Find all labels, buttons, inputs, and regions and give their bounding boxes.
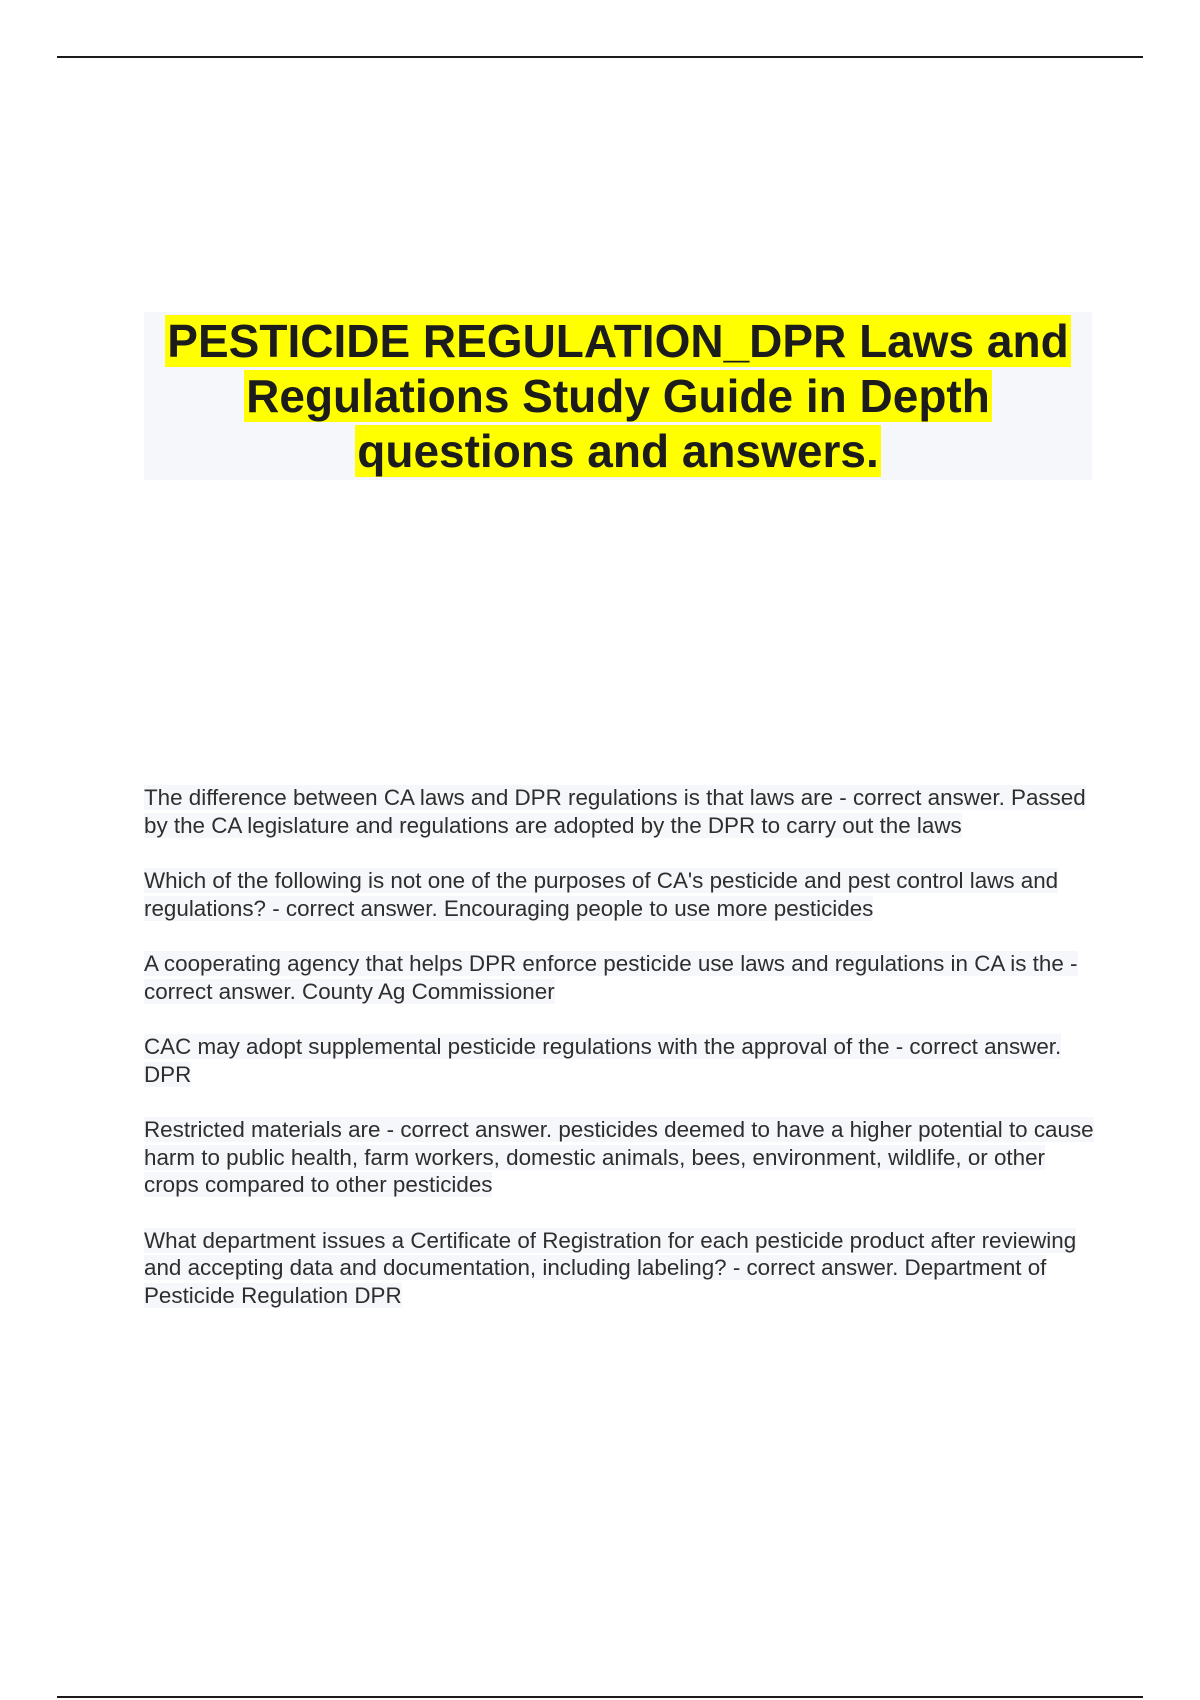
qa-item-1: [144, 784, 1094, 839]
qa-text: What department issues a Certificate of Registration for each pesticide product after reviewing and accepting data and documentation, including labeling? - correct answer. Department of Pesticide Regulation DPR: [144, 1227, 1077, 1308]
qa-item-4: [144, 1033, 1094, 1088]
title-line-1: PESTICIDE REGULATION_DPR Laws and: [167, 315, 1069, 367]
title-line-3: questions and answers.: [357, 425, 879, 477]
qa-text: CAC may adopt supplemental pesticide regulations with the approval of the - correct answer. DPR: [144, 1034, 1062, 1087]
title-line-2: Regulations Study Guide in Depth: [246, 370, 990, 422]
qa-text: Restricted materials are - correct answer. pesticides deemed to have a higher potential to cause harm to public health, farm workers, domestic animals, bees, environment, wildlife, or other crops compared to other pesticides: [144, 1117, 1094, 1197]
top-rule: [57, 56, 1143, 58]
title-block: [144, 312, 1092, 480]
qa-text: Which of the following is not one of the purposes of CA's pesticide and pest control laws and regulations? - correct answer. Encouraging people to use more pesticides: [144, 868, 1059, 921]
qa-text: A cooperating agency that helps DPR enforce pesticide use laws and regulations in CA is the - correct answer. County Ag Commissioner: [144, 951, 1078, 1004]
qa-text: The difference between CA laws and DPR regulations is that laws are - correct answer. Passed by the CA legislature and regulations are adopted by the DPR to carry out the laws: [144, 785, 1086, 838]
qa-item-3: [144, 950, 1094, 1005]
document-title: [144, 312, 1092, 479]
qa-item-6: [144, 1227, 1094, 1310]
qa-item-5: [144, 1116, 1094, 1199]
qa-item-2: [144, 867, 1094, 922]
bottom-rule: [57, 1696, 1143, 1698]
qa-list: [144, 784, 1094, 1337]
